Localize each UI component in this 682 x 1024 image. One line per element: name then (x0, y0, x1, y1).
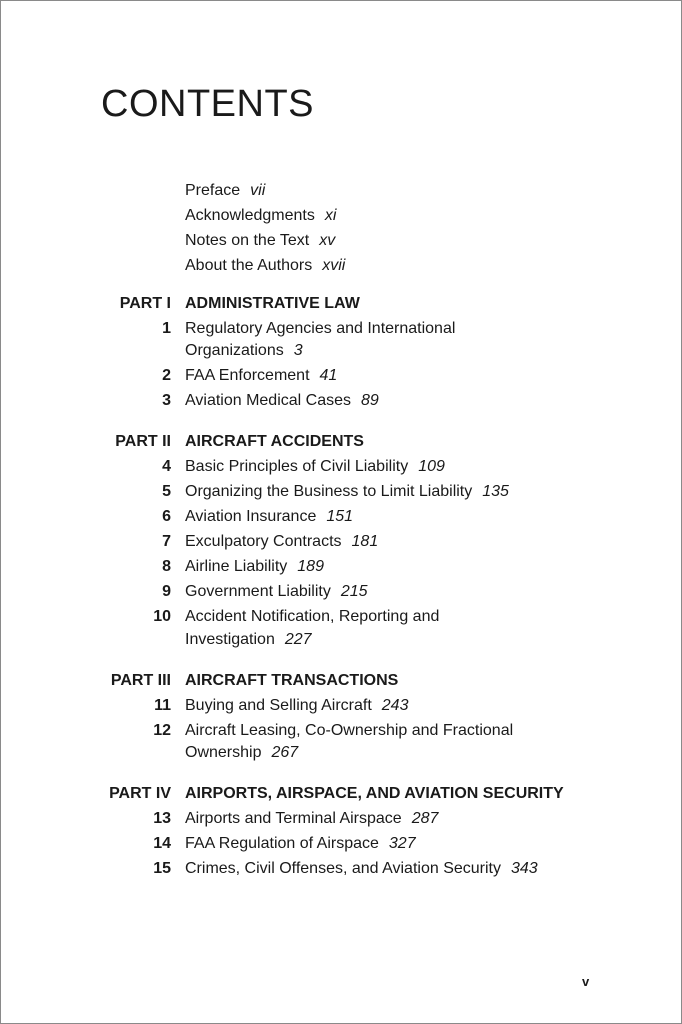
entry-title: Ownership (185, 744, 262, 762)
entry-title: Airports and Terminal Airspace (185, 810, 402, 828)
chapter-entry[interactable] (185, 340, 303, 362)
entry-page-number: 135 (482, 483, 509, 501)
entry-page-number: 181 (351, 533, 379, 551)
entry-title: Basic Principles of Civil Liability (185, 458, 409, 476)
chapter-entry[interactable] (185, 742, 298, 764)
chapter-number: 9 (162, 583, 171, 601)
entry-title: FAA Regulation of Airspace (185, 835, 379, 853)
entry-page-number: 3 (293, 342, 303, 360)
entry-title: About the Authors (185, 257, 313, 274)
chapter-number: 15 (153, 860, 171, 878)
chapter-entry[interactable] (185, 858, 538, 880)
chapter-number: 2 (162, 367, 171, 385)
chapter-number: 14 (153, 835, 171, 853)
entry-title: Notes on the Text (185, 232, 310, 249)
entry-page-number: 327 (388, 835, 416, 853)
page-title: CONTENTS (101, 83, 314, 125)
entry-page-number: 343 (510, 860, 538, 878)
chapter-number: 13 (153, 810, 171, 828)
entry-page-number: 151 (326, 508, 354, 526)
entry-title: Organizing the Business to Limit Liability (185, 483, 473, 501)
entry-title: Acknowledgments (185, 207, 315, 224)
entry-page-number: 41 (319, 367, 338, 385)
entry-page-number: 227 (284, 630, 312, 648)
chapter-number: 10 (153, 608, 171, 626)
entry-title: Aviation Insurance (185, 508, 317, 526)
chapter-entry[interactable] (185, 390, 379, 412)
entry-page-number: vii (250, 182, 266, 199)
entry-page-number: xi (324, 207, 337, 224)
chapter-entry[interactable] (185, 720, 513, 742)
entry-title: Organizations (185, 342, 284, 360)
entry-page-number: xv (319, 232, 336, 249)
entry-title: Preface (185, 182, 241, 199)
chapter-number: 8 (162, 558, 171, 576)
part-title[interactable]: ADMINISTRATIVE LAW (185, 295, 360, 312)
chapter-number: 12 (153, 721, 171, 739)
part-title[interactable]: AIRCRAFT ACCIDENTS (185, 433, 364, 451)
entry-page-number: 109 (418, 458, 445, 476)
chapter-number: 1 (162, 320, 171, 337)
chapter-entry[interactable] (185, 629, 312, 651)
chapter-entry[interactable] (185, 808, 438, 830)
entry-title: Accident Notification, Reporting and (185, 608, 440, 626)
chapter-entry[interactable] (185, 833, 416, 855)
chapter-entry[interactable] (185, 531, 378, 553)
entry-title: Aircraft Leasing, Co-Ownership and Fractional (185, 721, 514, 739)
entry-page-number: xvii (322, 257, 346, 274)
chapter-entry[interactable] (185, 365, 337, 387)
entry-page-number: 243 (381, 696, 409, 714)
entry-page-number: 215 (340, 583, 368, 601)
entry-title: Regulatory Agencies and International (185, 320, 456, 337)
chapter-number: 3 (162, 392, 171, 410)
chapter-number: 5 (162, 483, 171, 501)
entry-page-number: 267 (271, 744, 299, 762)
chapter-entry[interactable] (185, 481, 509, 503)
entry-page-number: 287 (411, 810, 439, 828)
chapter-entry[interactable] (185, 506, 353, 528)
front-matter-entry[interactable] (185, 180, 265, 202)
table-of-contents (1, 1, 681, 1001)
part-label: PART I (119, 295, 171, 312)
entry-title: Airline Liability (185, 558, 288, 576)
entry-page-number: 189 (297, 558, 324, 576)
part-label: PART IV (109, 785, 171, 803)
chapter-entry[interactable] (185, 695, 408, 717)
entry-page-number: 89 (361, 392, 379, 410)
entry-title: Buying and Selling Aircraft (185, 696, 372, 714)
front-matter-entry[interactable] (185, 230, 335, 252)
chapter-number: 7 (162, 533, 171, 551)
entry-title: FAA Enforcement (185, 367, 310, 385)
chapter-entry[interactable] (185, 456, 445, 478)
entry-title: Investigation (185, 630, 275, 648)
chapter-entry[interactable] (185, 318, 455, 340)
part-title[interactable]: AIRPORTS, AIRSPACE, AND AVIATION SECURITY (185, 785, 564, 803)
entry-title: Aviation Medical Cases (185, 392, 352, 410)
part-title[interactable]: AIRCRAFT TRANSACTIONS (185, 671, 399, 689)
entry-title: Exculpatory Contracts (185, 533, 342, 551)
part-label: PART III (110, 671, 171, 689)
chapter-entry[interactable] (185, 581, 368, 603)
part-label: PART II (115, 433, 171, 451)
page-number: v (582, 974, 590, 989)
front-matter-entry[interactable] (185, 255, 345, 277)
front-matter-entry[interactable] (185, 205, 336, 227)
chapter-number: 11 (154, 696, 171, 714)
chapter-entry[interactable] (185, 556, 324, 578)
entry-title: Crimes, Civil Offenses, and Aviation Security (185, 860, 501, 878)
chapter-entry[interactable] (185, 606, 439, 628)
chapter-number: 6 (162, 508, 171, 526)
chapter-number: 4 (162, 458, 171, 476)
entry-title: Government Liability (185, 583, 331, 601)
